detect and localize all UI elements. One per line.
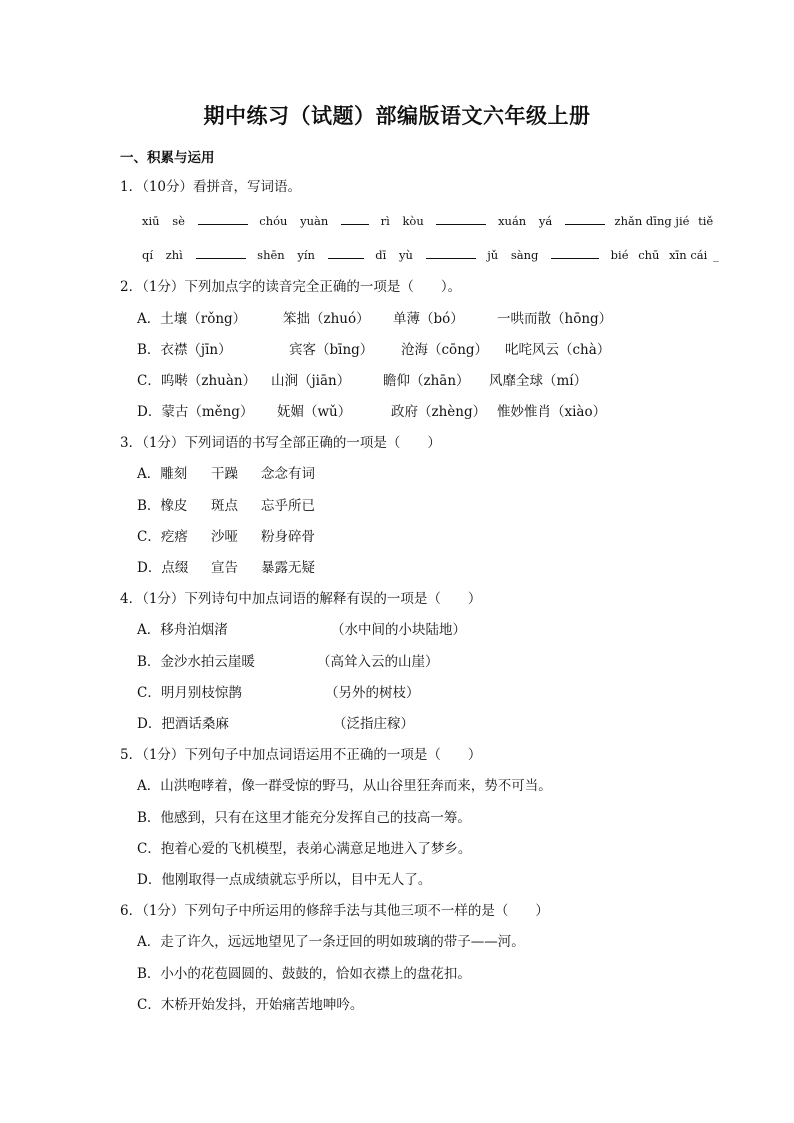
option-item: 政府（zhèng） xyxy=(391,404,487,420)
pinyin: chóu xyxy=(259,214,288,228)
question-6-option-b: B．小小的花苞圆圆的、鼓鼓的，恰如衣襟上的盘花扣。 xyxy=(137,966,471,982)
page-title: 期中练习（试题）部编版语文六年级上册 xyxy=(203,103,591,128)
option-item: 一哄而散（hōng） xyxy=(497,311,613,327)
option-item: D．把酒话桑麻 xyxy=(137,716,229,732)
option-item: A．土壤（rǒng） xyxy=(137,311,247,327)
option-item: 忘乎所已 xyxy=(261,498,315,514)
option-item: C．呜啭（zhuàn） xyxy=(137,373,257,389)
pinyin: bié xyxy=(610,248,629,262)
option-item: 瞻仰（zhān） xyxy=(383,373,470,389)
pinyin: xuán xyxy=(498,214,527,228)
option-item: 斑点 xyxy=(211,498,238,514)
question-2-option-c xyxy=(137,372,587,390)
section-heading: 一、积累与运用 xyxy=(120,150,215,166)
option-note: （高耸入云的山崖） xyxy=(317,654,439,670)
pinyin: xīn cái xyxy=(669,248,708,262)
question-2-stem: 2．（1分）下列加点字的读音完全正确的一项是（ ）。 xyxy=(120,279,462,295)
pinyin: rì xyxy=(380,214,390,228)
question-5-option-c: C．抱着心爱的飞机模型，表弟心满意足地进入了梦乡。 xyxy=(137,841,472,857)
option-note: （水中间的小块陆地） xyxy=(331,622,466,638)
answer-blank[interactable] xyxy=(196,246,246,259)
pinyin: zhì xyxy=(165,248,183,262)
option-note: （泛指庄稼） xyxy=(333,716,414,732)
option-item: A．雕刻 xyxy=(137,466,188,482)
answer-blank[interactable] xyxy=(426,246,476,259)
answer-blank[interactable] xyxy=(198,212,248,225)
option-note: （另外的树枝） xyxy=(325,685,420,701)
answer-blank[interactable]: _ xyxy=(712,248,719,262)
answer-blank[interactable] xyxy=(436,212,486,225)
question-5-option-b: B．他感到，只有在这里才能充分发挥自己的技高一筹。 xyxy=(137,810,471,826)
question-3-stem: 3．（1分）下列词语的书写全部正确的一项是（ ） xyxy=(120,435,441,451)
option-item: 风靡全球（mí） xyxy=(489,373,588,389)
question-4-option-d xyxy=(137,715,414,733)
question-2-option-b xyxy=(137,341,610,359)
pinyin-row-1 xyxy=(142,212,722,230)
option-item: 念念有词 xyxy=(261,466,315,482)
option-item: B．金沙水拍云崖暖 xyxy=(137,654,255,670)
pinyin: yín xyxy=(297,248,315,262)
question-6-option-a: A．走了许久，远远地望见了一条迂回的明如玻璃的带子——河。 xyxy=(137,934,525,950)
pinyin: tiě xyxy=(698,214,714,228)
option-item: 干躁 xyxy=(211,466,238,482)
option-item: 暴露无疑 xyxy=(261,560,315,576)
pinyin: sàng xyxy=(510,248,539,262)
question-4-stem: 4．（1分）下列诗句中加点词语的解释有误的一项是（ ） xyxy=(120,591,482,607)
option-item: 叱咤风云（chà） xyxy=(505,342,611,358)
option-item: C．明月别枝惊鹊 xyxy=(137,685,242,701)
question-4-option-c xyxy=(137,684,420,702)
pinyin: xiū xyxy=(142,214,160,228)
pinyin: sè xyxy=(172,214,185,228)
question-1-stem: 1．（10分）看拼音，写词语。 xyxy=(120,179,302,195)
option-item: 妩媚（wǔ） xyxy=(277,404,352,420)
option-item: 沙哑 xyxy=(211,529,238,545)
question-2-option-d xyxy=(137,403,606,421)
option-item: 惟妙惟肖（xiào） xyxy=(497,404,607,420)
question-4-option-a xyxy=(137,621,466,639)
answer-blank[interactable] xyxy=(551,246,599,259)
pinyin: qí xyxy=(142,248,154,262)
question-2-option-a xyxy=(137,310,612,328)
option-item: C．疙瘩 xyxy=(137,529,188,545)
pinyin: kòu xyxy=(402,214,424,228)
option-item: B．橡皮 xyxy=(137,498,188,514)
question-4-option-b xyxy=(137,653,439,671)
pinyin: yá xyxy=(538,214,553,228)
pinyin: chū xyxy=(638,248,660,262)
option-item: 粉身碎骨 xyxy=(261,529,315,545)
option-item: D．点缀 xyxy=(137,560,189,576)
option-item: D．蒙古（měng） xyxy=(137,404,254,420)
pinyin-row-2 xyxy=(142,246,719,264)
option-item: 宣告 xyxy=(211,560,238,576)
question-5-option-a: A．山洪咆哮着，像一群受惊的野马，从山谷里狂奔而来，势不可当。 xyxy=(137,778,552,794)
question-3-option-c xyxy=(137,528,315,546)
pinyin: jǔ xyxy=(487,248,499,262)
pinyin: zhǎn dīng jié xyxy=(614,214,690,228)
pinyin: dī xyxy=(375,248,387,262)
answer-blank[interactable] xyxy=(341,212,369,225)
question-6-stem: 6．（1分）下列句子中所运用的修辞手法与其他三项不一样的是（ ） xyxy=(120,903,549,919)
pinyin: yù xyxy=(398,248,413,262)
option-item: 宾客（bīng） xyxy=(289,342,374,358)
question-5-option-d: D．他刚取得一点成绩就忘乎所以，目中无人了。 xyxy=(137,872,432,888)
option-item: 山涧（jiān） xyxy=(271,373,351,389)
question-5-stem: 5．（1分）下列句子中加点词语运用不正确的一项是（ ） xyxy=(120,747,482,763)
question-3-option-d xyxy=(137,559,315,577)
question-3-option-b xyxy=(137,497,315,515)
option-item: B．衣襟（jīn） xyxy=(137,342,232,358)
pinyin: yuàn xyxy=(300,214,329,228)
option-item: 单薄（bó） xyxy=(393,311,464,327)
option-item: 笨拙（zhuó） xyxy=(283,311,370,327)
question-3-option-a xyxy=(137,465,315,483)
pinyin: shēn xyxy=(257,248,285,262)
answer-blank[interactable] xyxy=(565,212,605,225)
answer-blank[interactable] xyxy=(328,246,364,259)
option-item: A．移舟泊烟渚 xyxy=(137,622,228,638)
option-item: 沧海（cōng） xyxy=(401,342,489,358)
question-6-option-c: C．木桥开始发抖，开始痛苦地呻吟。 xyxy=(137,997,364,1013)
